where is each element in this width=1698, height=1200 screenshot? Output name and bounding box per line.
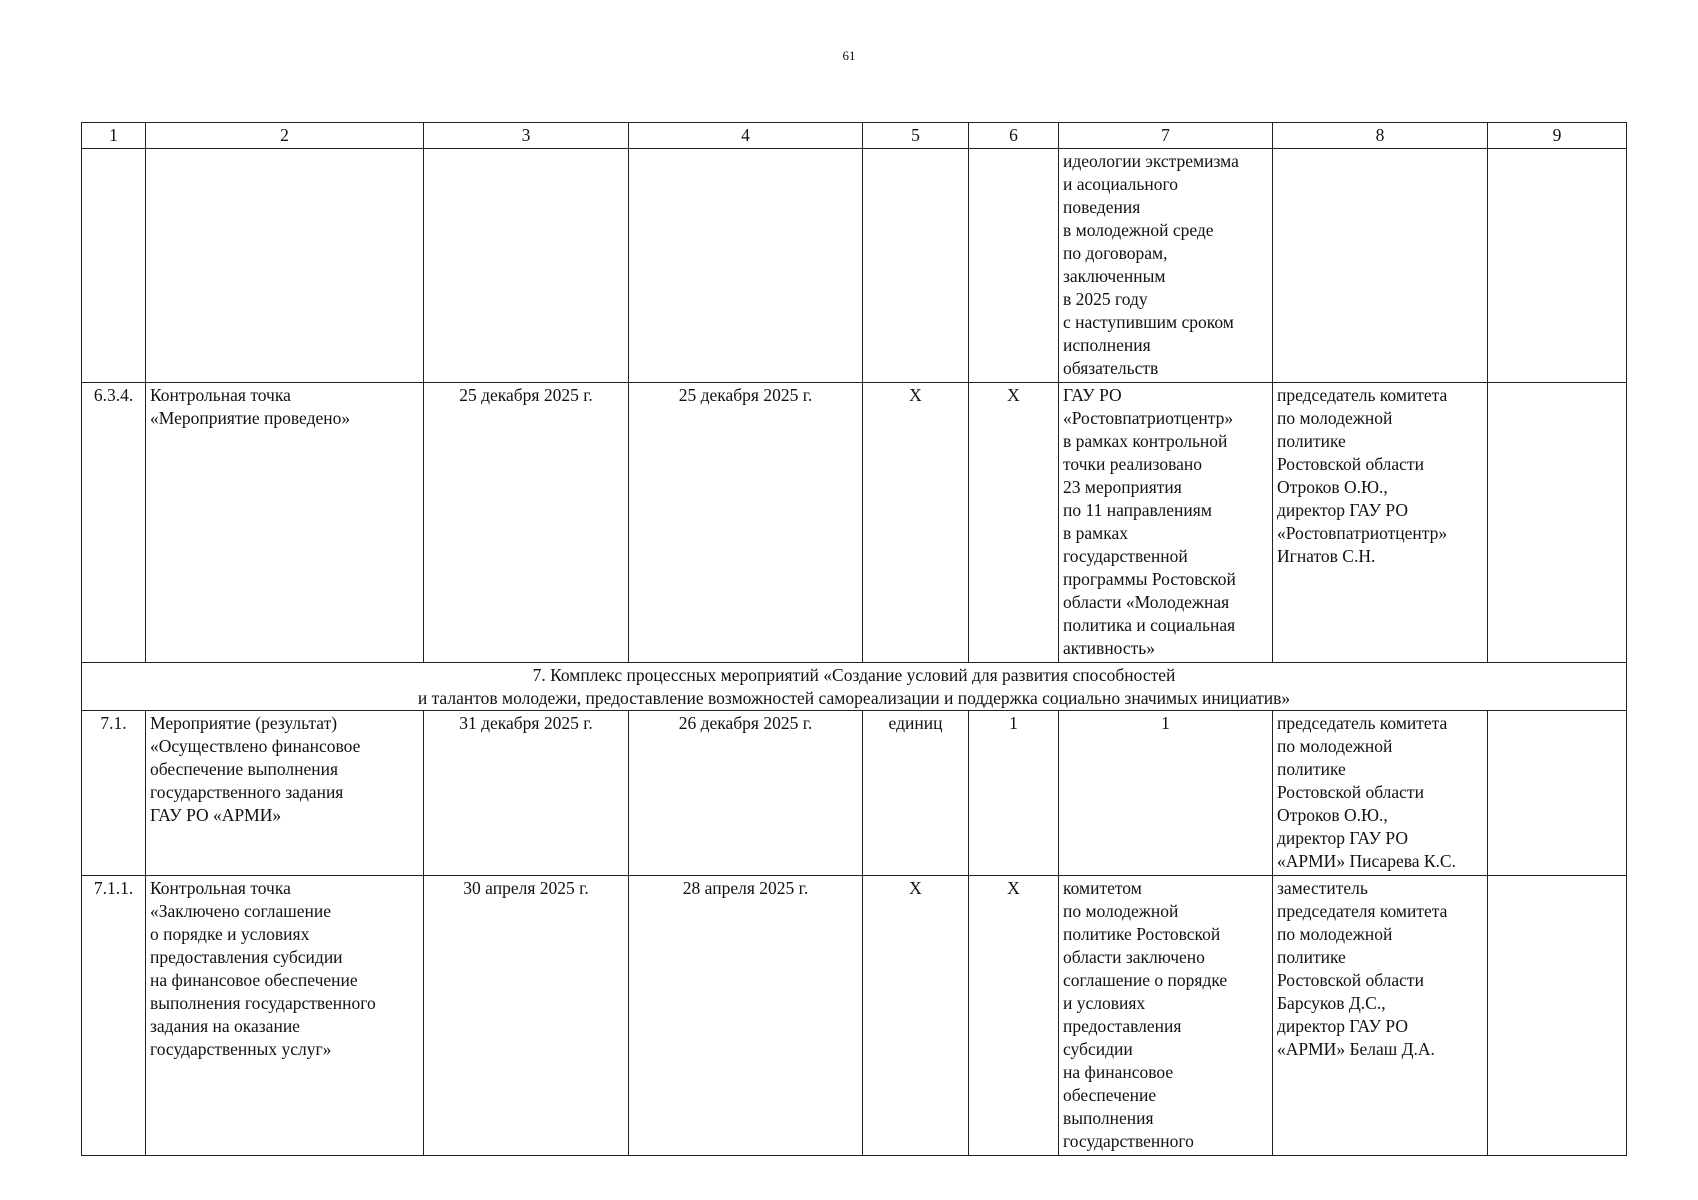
report-table [81,122,1627,1156]
table-row [82,711,1627,876]
table-row [82,383,1627,663]
row-name: Мероприятие (результат) «Осуществлено финансовое обеспечение выполнения государственного задания ГАУ РО «АРМИ» [146,711,424,876]
row-plan-date: 31 декабря 2025 г. [424,711,629,876]
section-title-line-1: 7. Комплекс процессных мероприятий «Создание условий для развития способностей [532,665,1176,685]
row-name: Контрольная точка «Мероприятие проведено» [146,383,424,663]
header-cell: 3 [424,123,629,149]
row-number: 7.1. [82,711,146,876]
row-responsible: заместитель председателя комитета по молодежной политике Ростовской области Барсуков Д.С., директор ГАУ РО «АРМИ» Белаш Д.А. [1273,876,1488,1156]
page-number: 61 [842,48,856,63]
row-result: 1 [1059,711,1273,876]
row-plan-date [424,149,629,383]
row-value [969,149,1059,383]
table-row [82,876,1627,1156]
row-number [82,149,146,383]
row-unit: единиц [863,711,969,876]
section-title-line-2: и талантов молодежи, предоставление возможностей самореализации и поддержка социально значимых инициатив» [417,688,1291,708]
header-cell: 1 [82,123,146,149]
row-responsible: председатель комитета по молодежной политике Ростовской области Отроков О.Ю., директор ГАУ РО «Ростовпатриотцентр» Игнатов С.Н. [1273,383,1488,663]
row-unit: Х [863,876,969,1156]
header-cell: 7 [1059,123,1273,149]
row-plan-date: 30 апреля 2025 г. [424,876,629,1156]
row-name: Контрольная точка «Заключено соглашение о порядке и условиях предоставления субсидии на финансовое обеспечение выполнения государственного задания на оказание государственных услуг» [146,876,424,1156]
row-note [1488,876,1627,1156]
header-cell: 5 [863,123,969,149]
row-result: комитетом по молодежной политике Ростовской области заключено соглашение о порядке и условиях предоставления субсидии на финансовое обеспечение выполнения государственного [1059,876,1273,1156]
table-row [82,149,1627,383]
header-cell: 9 [1488,123,1627,149]
row-fact-date: 25 декабря 2025 г. [629,383,863,663]
row-unit [863,149,969,383]
row-number: 7.1.1. [82,876,146,1156]
row-plan-date: 25 декабря 2025 г. [424,383,629,663]
section-row [82,663,1627,711]
row-result: ГАУ РО «Ростовпатриотцентр» в рамках контрольной точки реализовано 23 мероприятия по 11 направлениям в рамках государственной программы Ростовской области «Молодежная политика и социальная активность» [1059,383,1273,663]
header-cell: 6 [969,123,1059,149]
header-cell: 2 [146,123,424,149]
row-note [1488,383,1627,663]
row-responsible [1273,149,1488,383]
row-fact-date: 28 апреля 2025 г. [629,876,863,1156]
header-row [82,123,1627,149]
header-cell: 4 [629,123,863,149]
row-unit: Х [863,383,969,663]
row-note [1488,711,1627,876]
row-fact-date: 26 декабря 2025 г. [629,711,863,876]
row-value: Х [969,876,1059,1156]
row-value: Х [969,383,1059,663]
row-name [146,149,424,383]
row-result: идеологии экстремизма и асоциального поведения в молодежной среде по договорам, заключенным в 2025 году с наступившим сроком исполнения обязательств [1059,149,1273,383]
section-title [82,663,1627,711]
header-cell: 8 [1273,123,1488,149]
row-number: 6.3.4. [82,383,146,663]
row-responsible: председатель комитета по молодежной политике Ростовской области Отроков О.Ю., директор ГАУ РО «АРМИ» Писарева К.С. [1273,711,1488,876]
row-fact-date [629,149,863,383]
row-note [1488,149,1627,383]
row-value: 1 [969,711,1059,876]
